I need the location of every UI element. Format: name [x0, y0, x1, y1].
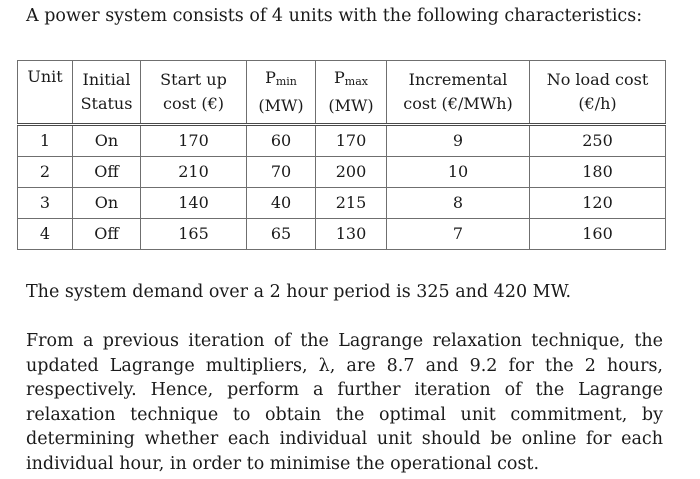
header-no-load-cost: No load cost (€/h): [530, 61, 666, 125]
table-row: [18, 219, 666, 250]
cell-incremental-cost: 9: [387, 125, 530, 157]
header-unit: Unit: [18, 61, 73, 125]
header-pmax: Pmax (MW): [316, 61, 387, 125]
cell-pmax: 170: [316, 125, 387, 157]
cell-pmax: 130: [316, 219, 387, 250]
cell-start-up-cost: 170: [141, 125, 247, 157]
cell-no-load-cost: 180: [530, 157, 666, 188]
cell-unit: 2: [18, 157, 73, 188]
cell-pmin: 40: [247, 188, 316, 219]
header-pmin: Pmin (MW): [247, 61, 316, 125]
cell-pmax: 215: [316, 188, 387, 219]
cell-initial-status: Off: [73, 157, 141, 188]
cell-pmin: 60: [247, 125, 316, 157]
header-start-up-cost: Start up cost (€): [141, 61, 247, 125]
cell-start-up-cost: 165: [141, 219, 247, 250]
table-row: [18, 157, 666, 188]
unit-characteristics-table: [17, 60, 666, 250]
cell-initial-status: Off: [73, 219, 141, 250]
lagrange-instructions-paragraph: From a previous iteration of the Lagrange relaxation technique, the updated Lagrange multipliers, λ, are 8.7 and 9.2 for the 2 hours, respectively. Hence, perform a further iteration of the Lagrange relaxation technique to obtain the optimal unit commitment, by determining whether each individual unit should be online for each individual hour, in order to minimise the operational cost.: [26, 331, 663, 474]
cell-pmin: 65: [247, 219, 316, 250]
header-incremental-cost: Incremental cost (€/MWh): [387, 61, 530, 125]
cell-start-up-cost: 140: [141, 188, 247, 219]
cell-no-load-cost: 250: [530, 125, 666, 157]
table-row: [18, 125, 666, 157]
cell-no-load-cost: 160: [530, 219, 666, 250]
intro-text: A power system consists of 4 units with the following characteristics:: [26, 6, 643, 26]
cell-incremental-cost: 7: [387, 219, 530, 250]
cell-start-up-cost: 210: [141, 157, 247, 188]
cell-unit: 4: [18, 219, 73, 250]
cell-no-load-cost: 120: [530, 188, 666, 219]
cell-incremental-cost: 8: [387, 188, 530, 219]
cell-pmax: 200: [316, 157, 387, 188]
table-row: [18, 188, 666, 219]
table-header-row: [18, 61, 666, 125]
system-demand-text: The system demand over a 2 hour period is 325 and 420 MW.: [26, 282, 572, 302]
cell-unit: 3: [18, 188, 73, 219]
cell-pmin: 70: [247, 157, 316, 188]
header-initial-status: Initial Status: [73, 61, 141, 125]
cell-initial-status: On: [73, 188, 141, 219]
cell-unit: 1: [18, 125, 73, 157]
cell-initial-status: On: [73, 125, 141, 157]
cell-incremental-cost: 10: [387, 157, 530, 188]
